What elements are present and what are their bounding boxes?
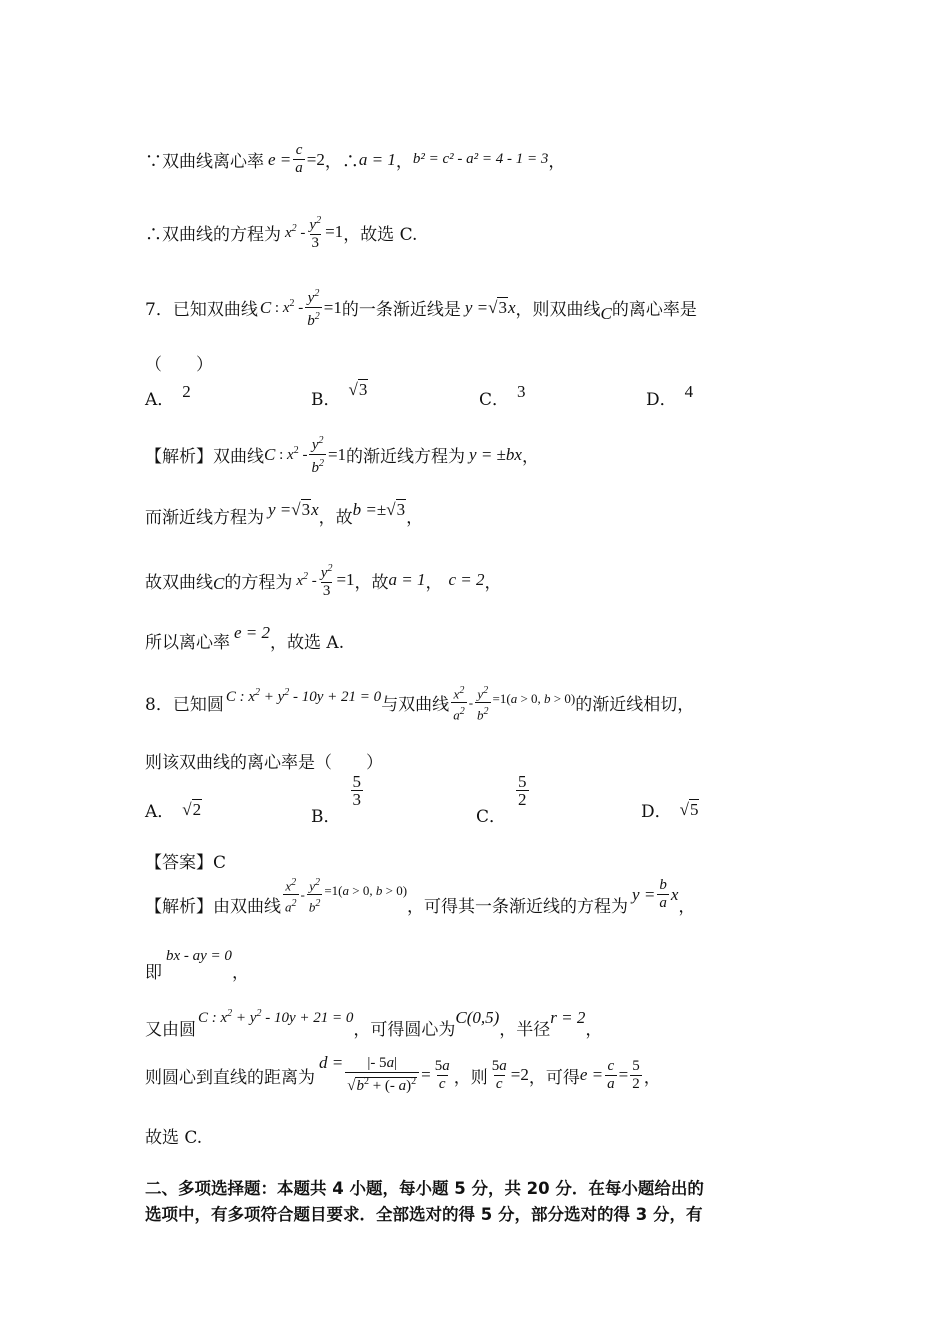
text-segment: 又由圆	[145, 1020, 196, 1040]
math-fraction-x2-over-a2: $\frac{x^2}{a^2}$	[285, 877, 297, 915]
option-value-fraction: $\frac{5}{3}$	[352, 772, 361, 809]
text-segment: ，可得圆心为	[353, 1020, 456, 1040]
math-fraction-5-over-2: $\frac{5}{2}$	[632, 1057, 640, 1092]
q7-option-b	[311, 379, 368, 410]
text-segment: ，故选 A.	[270, 633, 345, 653]
math-segment: C	[213, 574, 225, 593]
math-fraction-5a-over-c: $\frac{5a}{c}$	[491, 1057, 507, 1092]
text-segment: ，	[585, 1020, 603, 1040]
math-colon-x2: : $x^2$ -	[275, 445, 308, 463]
solution-8-line-5	[145, 1123, 202, 1148]
math-segment: a = 1	[358, 149, 396, 169]
math-minus: -	[300, 886, 305, 902]
math-fraction-x2-over-a2: $\frac{x^2}{a^2}$	[453, 685, 465, 723]
option-value: 3	[517, 381, 526, 401]
math-fraction-y2-over-3: $\frac{y^2}{3}$	[309, 215, 322, 251]
solution-8-line-4	[145, 1055, 661, 1095]
text-segment: ，故	[354, 572, 389, 593]
text-segment: 【解析】双曲线	[145, 447, 264, 467]
solution-7-line-4	[145, 622, 345, 653]
math-equals: =	[618, 1065, 629, 1084]
text-segment: 则圆心到直线的距离为	[145, 1067, 315, 1088]
math-fraction-y2-over-b2: $\frac{y^2}{b^2}$	[477, 685, 489, 723]
text-segment: 8．已知圆	[145, 695, 224, 716]
option-value-fraction: $\frac{5}{2}$	[518, 772, 527, 809]
text-segment: ，∴	[324, 152, 359, 172]
math-b-equals-pm-sqrt3: b =±√3	[352, 499, 406, 519]
math-segment: r = 2	[550, 1007, 586, 1027]
math-condition: =1(a > 0, b > 0)	[492, 690, 576, 706]
math-circle-equation: C : $x^2 + y^2 - 10y + 21 = 0$	[198, 1008, 354, 1026]
math-equals: =	[421, 1065, 431, 1084]
answer-text: 【答案】C	[145, 853, 227, 873]
text-segment: ，	[678, 897, 696, 918]
math-colon-x2: : $x^2$ -	[271, 298, 304, 316]
math-fraction-y2-over-b2: $\frac{y^2}{b^2}$	[308, 877, 321, 915]
math-e-equals: e =	[579, 1065, 604, 1084]
math-fraction-y2-over-3: $\frac{y^2}{3}$	[320, 563, 333, 599]
option-value: √2	[182, 799, 202, 819]
question-7-paren	[145, 350, 213, 375]
solution-8-line-2	[145, 944, 249, 983]
q8-option-d	[641, 797, 699, 822]
q7-option-c	[479, 381, 526, 410]
option-value: √5	[679, 799, 699, 819]
text-segment: 的一条渐近线是	[341, 300, 461, 320]
text-segment: ∴双曲线的方程为	[145, 224, 281, 245]
text-segment: 与双曲线	[381, 695, 450, 716]
text-segment: 故选 C.	[145, 1128, 203, 1148]
math-segment: bx - ay = 0	[166, 948, 232, 964]
math-equals-1: =1	[327, 444, 347, 464]
question-8-stem	[145, 682, 694, 724]
answer-blank: （ ）	[145, 355, 213, 375]
option-value: 4	[684, 381, 694, 401]
math-fraction-b-over-a: $\frac{b}{a}$	[659, 877, 667, 912]
text-segment: ，	[425, 572, 443, 593]
math-C: C	[264, 444, 276, 464]
question-7-stem	[145, 285, 697, 330]
text-segment: ，半径	[499, 1020, 551, 1040]
section-2-heading-line-1	[145, 1175, 704, 1199]
q7-option-a	[145, 381, 191, 410]
math-fraction-y2-over-b2: $\frac{y^2}{b^2}$	[307, 288, 320, 329]
section-2-heading-line-2	[145, 1201, 702, 1225]
question-8-line-2	[145, 748, 383, 773]
q8-option-a	[145, 797, 202, 822]
text-segment: 的渐近线方程为	[346, 447, 466, 467]
q8-option-c	[476, 772, 531, 827]
q7-option-d	[646, 381, 694, 410]
solution-7-line-2	[145, 499, 424, 528]
text-segment: 【解析】由双曲线	[145, 897, 281, 918]
option-label: C．	[479, 390, 510, 410]
math-minus: -	[468, 694, 474, 710]
text-segment: 则该双曲线的离心率是（ ）	[145, 753, 383, 773]
text-segment: 的离心率是	[611, 300, 697, 320]
text-segment: 的方程为	[224, 572, 293, 593]
text-segment: ，	[548, 152, 566, 172]
math-segment: y = ±bx	[469, 444, 522, 464]
option-label: D．	[641, 802, 672, 822]
option-label: C．	[476, 807, 507, 827]
text-segment: 7．已知双曲线	[145, 300, 258, 320]
math-segment: C	[600, 303, 612, 323]
text-segment: ，则	[453, 1067, 488, 1088]
math-y-equals-sqrt3x: y =√3x	[464, 297, 516, 317]
math-e-equals: e =	[268, 149, 292, 169]
text-segment: ，可得	[528, 1067, 580, 1088]
math-equals-1: =1	[336, 570, 355, 589]
option-label: D．	[646, 390, 677, 410]
text-segment: 故双曲线	[145, 572, 213, 593]
text-segment: ，则双曲线	[515, 300, 601, 320]
text-segment: ，故选 C.	[343, 224, 418, 245]
math-y-equals: y =	[632, 884, 656, 904]
math-fraction-c-over-a: $\frac{c}{a}$	[295, 142, 303, 176]
text-segment: ，	[406, 508, 424, 528]
math-x-squared-minus: $x^2$ -	[285, 222, 306, 241]
text-segment: ，	[395, 152, 413, 172]
math-C-colon: C	[259, 297, 272, 317]
solution-line-eccentricity	[145, 142, 565, 177]
text-segment: 即	[145, 963, 162, 983]
solution-line-equation	[145, 212, 417, 252]
text-segment: ，	[643, 1067, 661, 1088]
text-segment: 而渐近线方程为	[145, 508, 264, 528]
math-fraction-distance: $\frac{|- 5a|}{√b^2 + (- a)^2}$	[345, 1055, 419, 1095]
text-segment: ，	[521, 447, 539, 467]
math-segment: c = 2	[448, 570, 485, 589]
option-label: A．	[145, 802, 175, 822]
text-segment: ，故	[318, 508, 353, 528]
math-fraction-y2-over-b2: $\frac{y^2}{b^2}$	[311, 435, 324, 476]
math-x-squared-minus: $x^2$ -	[296, 570, 317, 589]
math-circle-equation: C : $x^2 + y^2 - 10y + 21 = 0$	[225, 687, 382, 706]
math-equals-1: =1	[323, 297, 342, 317]
text-segment: ，可得其一条渐近线的方程为	[407, 897, 629, 918]
math-d-equals: d =	[319, 1053, 344, 1072]
math-segment: b² = c² - a² = 4 - 1 = 3	[412, 151, 549, 167]
math-segment: e = 2	[234, 622, 271, 642]
text-segment: ，	[231, 963, 249, 983]
text-segment: ，	[484, 572, 502, 593]
text-segment: 所以离心率	[145, 633, 230, 653]
math-fraction-5a-over-c: $\frac{5a}{c}$	[434, 1057, 450, 1092]
answer-8	[145, 848, 226, 873]
option-label: B．	[311, 390, 341, 410]
option-value: 2	[182, 381, 191, 401]
solution-7-line-1	[145, 432, 539, 477]
solution-8-line-3	[145, 1005, 603, 1040]
math-equals-2: =2	[306, 149, 325, 169]
q8-option-b	[311, 772, 365, 827]
math-segment: a = 1	[388, 570, 426, 589]
math-y-equals-sqrt3x: y =√3x	[268, 499, 319, 519]
text-segment: ∵双曲线离心率	[145, 152, 264, 172]
math-x: x	[670, 884, 679, 904]
math-condition: =1(a > 0, b > 0)	[324, 882, 408, 898]
math-equals-2: =2	[510, 1065, 529, 1084]
solution-7-line-3	[145, 560, 502, 600]
math-fraction-c-over-a: $\frac{c}{a}$	[607, 1057, 615, 1092]
section-heading-text: 选项中，有多项符合题目要求．全部选对的得 5 分，部分选对的得 3 分，有	[145, 1205, 703, 1224]
solution-8-line-1	[145, 874, 695, 916]
option-label: A．	[145, 390, 175, 410]
section-heading-text: 二、多项选择题：本题共 4 小题，每小题 5 分，共 20 分．在每小题给出的	[145, 1179, 704, 1198]
math-equals-1: =1	[325, 222, 344, 241]
option-value: √3	[348, 379, 368, 399]
option-label: B．	[311, 807, 341, 827]
text-segment: 的渐近线相切，	[575, 695, 695, 716]
math-segment: C(0,5)	[455, 1007, 500, 1027]
